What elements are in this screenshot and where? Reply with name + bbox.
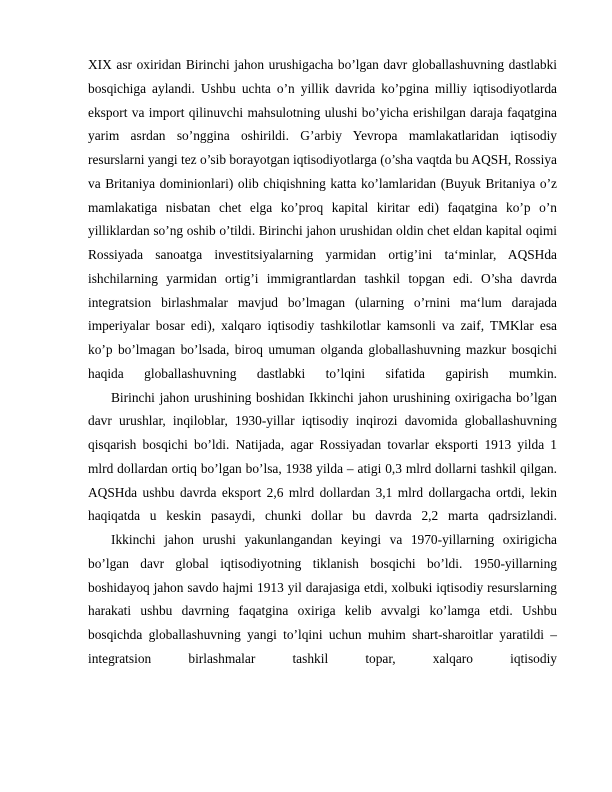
- paragraph-3-text: Ikkinchi jahon urushi yakunlangandan keyingi va 1970-yillarning oxirigicha bo’lgan davr global iqtisodiyotning tiklanish bosqichi bo’ldi. 1950-yillarning boshidayoq jahon savdo hajmi 1913 yil darajasiga etdi, xolbuki iqtisodiy resurslarning harakati ushbu davrning faqatgina oxiriga kelib avvalgi ko’lamga etdi. Ushbu bosqichda globallashuvning yangi to’lqini uchun muhim shart-sharoitlar yaratildi – integratsion birlashmalar tashkil topar, xalqaro iqtisodiy: [88, 532, 557, 666]
- document-page: [88, 53, 557, 671]
- paragraph-2-text: Birinchi jahon urushining boshidan Ikkinchi jahon urushining oxirigacha bo’lgan davr urushlar, inqiloblar, 1930-yillar iqtisodiy inqirozi davomida globallashuvning qisqarish bosqichi bo’ldi. Natijada, agar Rossiyadan tovarlar eksporti 1913 yilda 1 mlrd dollardan ortiq bo’lgan bo’lsa, 1938 yilda – atigi 0,3 mlrd dollarni tashkil qilgan. AQSHda ushbu davrda eksport 2,6 mlrd dollardan 3,1 mlrd dollargacha ortdi, lekin haqiqatda u keskin pasaydi, chunki dollar bu davrda 2,2 marta qadrsizlandi.: [88, 389, 557, 524]
- paragraph-2: [88, 386, 557, 529]
- paragraph-3: [88, 528, 557, 671]
- paragraph-1-text: XIX asr oxiridan Birinchi jahon urushigacha bo’lgan davr globallashuvning dastlabki bosqichiga aylandi. Ushbu uchta o’n yillik davrida ko’pgina milliy iqtisodiyotlarda eksport va import qilinuvchi mahsulotning ulushi bo’yicha erishilgan daraja faqatgina yarim asrdan so’nggina oshirildi. G’arbiy Yevropa mamlakatlaridan iqtisodiy resurslarni yangi tez o’sib borayotgan iqtisodiyotlarga (o’sha vaqtda bu AQSH, Rossiya va Britaniya dominionlari) olib chiqishning katta ko’lamlaridan (Buyuk Britaniya o’z mamlakatiga nisbatan chet elga ko’proq kapital kiritar edi) faqatgina ko’p o’n yilliklardan so’ng oshib o’tildi. Birinchi jahon urushidan oldin chet eldan kapital oqimi Rossiyada sanoatga investitsiyalarning yarmidan ortig’ini ta‘minlar, AQSHda ishchilarning yarmidan ortig’i immigrantlardan tashkil topgan edi. O’sha davrda integratsion birlashmalar mavjud bo’lmagan (ularning o’rnini ma‘lum darajada imperiyalar bosar edi), xalqaro iqtisodiy tashkilotlar kamsonli va zaif, TMKlar esa ko’p bo’lmagan bo’lsada, biroq umuman olganda globallashuvning mazkur bosqichi haqida globallashuvning dastlabki to’lqini sifatida gapirish mumkin.: [88, 57, 557, 381]
- paragraph-1: [88, 53, 557, 386]
